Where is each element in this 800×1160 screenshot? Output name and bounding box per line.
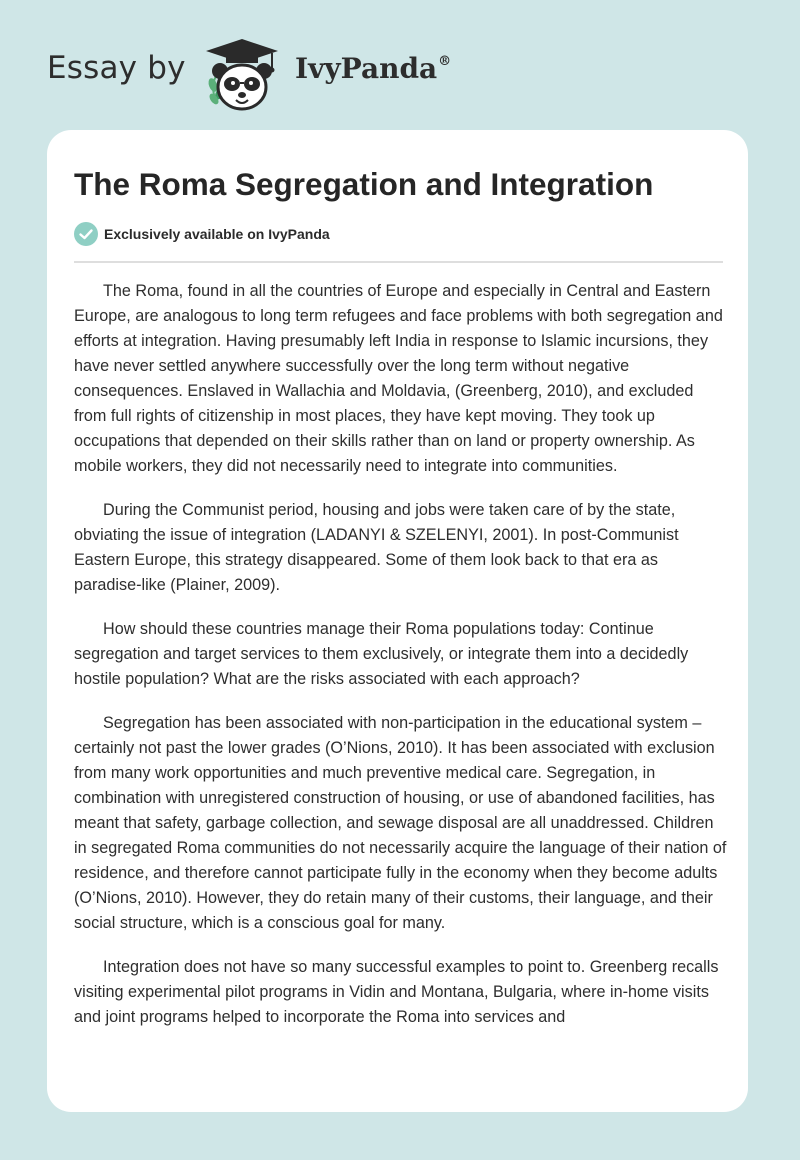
essay-paragraph: Segregation has been associated with non-participation in the educational system – certainly not past the lower grades (O’Nions, 2010). It has been associated with exclusion from many work opportunities and much preventive medical care. Segregation, in combination with unregistered construction of housing, or use of abandoned facilities, has meant that safety, garbage collection, and sewage disposal are all unaddressed. Children in segregated Roma communities do not necessarily acquire the language of their nation of residence, and therefore cannot participate fully in the economy when they become adults (O’Nions, 2010). However, they do retain many of their customs, their language, and their social structure, which is a conscious goal for many. bbox=[74, 714, 727, 932]
brand-prefix: Essay by bbox=[47, 50, 186, 86]
exclusive-badge bbox=[74, 222, 474, 246]
essay-card bbox=[47, 130, 748, 1112]
check-circle-icon bbox=[74, 222, 98, 246]
brand-name-text: IvyPanda bbox=[295, 52, 438, 85]
essay-paragraph: How should these countries manage their Roma populations today: Continue segregation and target services to them exclusively, or integrate them into a decidedly hostile population? What are the risks associated with each approach? bbox=[74, 620, 689, 688]
essay-body bbox=[74, 279, 728, 1049]
registered-mark: ® bbox=[438, 54, 452, 69]
essay-title: The Roma Segregation and Integration bbox=[74, 166, 654, 202]
panda-graduate-icon bbox=[202, 35, 282, 115]
brand-header bbox=[47, 30, 507, 110]
exclusive-text: Exclusively available on IvyPanda bbox=[104, 226, 330, 242]
essay-paragraph: The Roma, found in all the countries of Europe and especially in Central and Eastern Europe, are analogous to long term refugees and face problems with both segregation and efforts at integration. Having presumably left India in response to Islamic incursions, they have never settled anywhere successfully over the long term without negative consequences. Enslaved in Wallachia and Moldavia, (Greenberg, 2010), and excluded from full rights of citizenship in most places, they have kept moving. They took up occupations that depended on their skills rather than on land or property ownership. As mobile workers, they did not necessarily need to integrate into communities. bbox=[74, 282, 723, 475]
brand-name bbox=[295, 52, 451, 85]
title-divider bbox=[74, 261, 723, 263]
essay-paragraph: During the Communist period, housing and jobs were taken care of by the state, obviating the issue of integration (LADANYI & SZELENYI, 2001). In post-Communist Eastern Europe, this strategy disappeared. Some of them look back to that era as paradise-like (Plainer, 2009). bbox=[74, 501, 679, 594]
essay-paragraph: Integration does not have so many successful examples to point to. Greenberg recalls visiting experimental pilot programs in Vidin and Montana, Bulgaria, where in-home visits and joint programs helped to incorporate the Roma into services and bbox=[74, 958, 719, 1026]
